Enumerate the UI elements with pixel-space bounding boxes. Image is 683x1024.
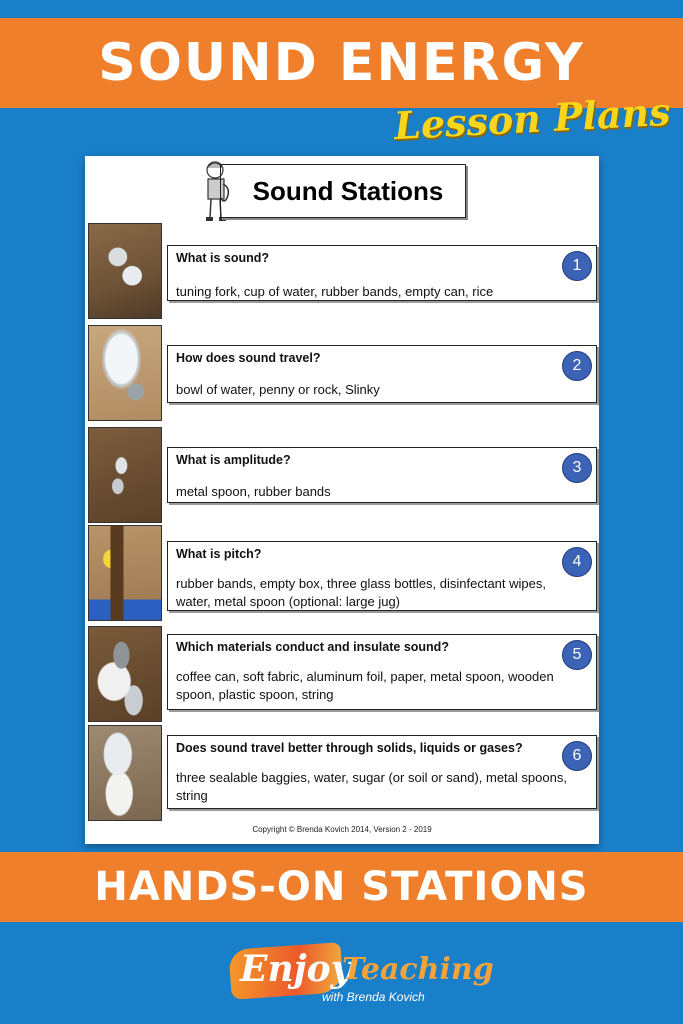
station-number-badge: 6 xyxy=(562,741,592,771)
lesson-plans-subtitle: Lesson Plans xyxy=(393,88,672,149)
station-question: What is amplitude? xyxy=(176,453,291,467)
copyright-text: Copyright © Brenda Kovich 2014, Version 2 - 2019 xyxy=(252,825,432,834)
station-card-1 xyxy=(167,245,597,301)
station-materials: tuning fork, cup of water, rubber bands, empty can, rice xyxy=(176,284,494,299)
station-row-5 xyxy=(85,626,599,724)
station-row-4 xyxy=(85,525,599,623)
station-photo-tuning-fork xyxy=(88,223,162,319)
station-question: How does sound travel? xyxy=(176,351,321,365)
station-card-5 xyxy=(167,634,597,710)
sheet-title: Sound Stations xyxy=(220,164,466,218)
station-row-3 xyxy=(85,427,599,525)
station-row-1 xyxy=(85,223,599,321)
station-photo-water-bowl xyxy=(88,325,162,421)
station-photo-bottles xyxy=(88,525,162,621)
bottom-banner-text: HANDS-ON STATIONS xyxy=(94,864,589,910)
station-materials: three sealable baggies, water, sugar (or soil or sand), metal spoons, string xyxy=(176,770,567,803)
station-photo-spoon xyxy=(88,427,162,523)
bottom-banner xyxy=(0,852,683,922)
station-row-6 xyxy=(85,725,599,823)
station-number-badge: 1 xyxy=(562,251,592,281)
station-materials: bowl of water, penny or rock, Slinky xyxy=(176,382,380,397)
station-number-badge: 3 xyxy=(562,453,592,483)
station-photo-coffee-can xyxy=(88,626,162,722)
station-card-3 xyxy=(167,447,597,503)
station-card-2 xyxy=(167,345,597,403)
enjoy-teaching-logo xyxy=(230,938,494,1010)
station-photo-baggies xyxy=(88,725,162,821)
main-title: SOUND ENERGY xyxy=(98,33,585,93)
station-materials: metal spoon, rubber bands xyxy=(176,484,331,499)
logo-byline: with Brenda Kovich xyxy=(322,990,425,1004)
station-materials: rubber bands, empty box, three glass bottles, disinfectant wipes, water, metal spoon (optional: large jug) xyxy=(176,576,546,609)
station-number-badge: 2 xyxy=(562,351,592,381)
station-number-badge: 4 xyxy=(562,547,592,577)
logo-word-enjoy: Enjoy xyxy=(240,948,352,990)
station-number-badge: 5 xyxy=(562,640,592,670)
station-materials: coffee can, soft fabric, aluminum foil, paper, metal spoon, wooden spoon, plastic spoon, string xyxy=(176,669,554,702)
logo-word-teaching: Teaching xyxy=(342,952,494,987)
station-question: Does sound travel better through solids, liquids or gases? xyxy=(176,741,523,755)
station-card-4 xyxy=(167,541,597,611)
station-question: Which materials conduct and insulate sound? xyxy=(176,640,449,654)
station-question: What is pitch? xyxy=(176,547,262,561)
station-question: What is sound? xyxy=(176,251,270,265)
station-card-6 xyxy=(167,735,597,809)
station-row-2 xyxy=(85,325,599,423)
stations-sheet xyxy=(85,156,599,844)
